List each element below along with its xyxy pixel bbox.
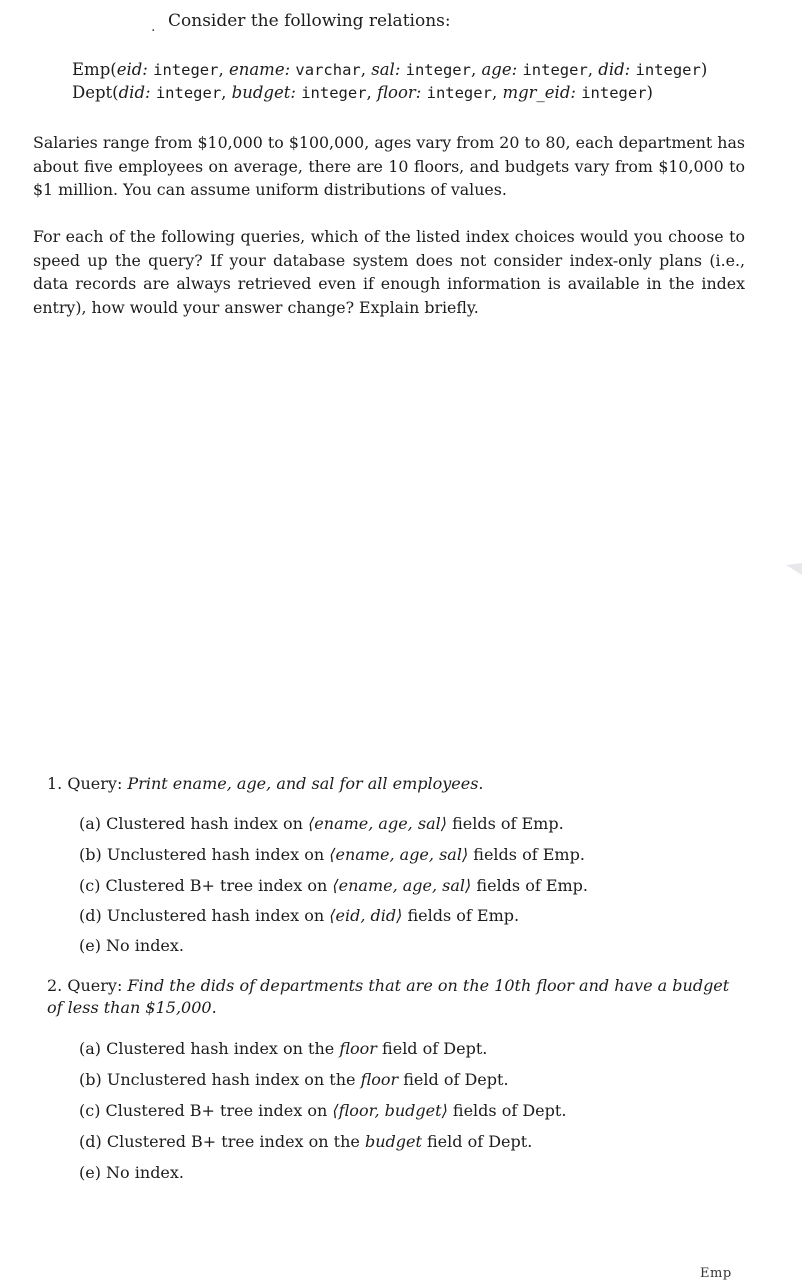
option-text: Clustered hash index on the	[106, 1039, 335, 1058]
emp-field-name: age:	[481, 60, 518, 79]
question-2-heading	[47, 975, 747, 1019]
question-1-option	[79, 845, 585, 864]
option-text: Clustered B+ tree index on	[105, 876, 328, 895]
emp-field-name: eid:	[116, 60, 148, 79]
option-text: Unclustered hash index on	[106, 906, 325, 925]
emp-close-paren: )	[700, 60, 708, 79]
option-text: field of Dept.	[382, 1039, 488, 1058]
option-text: fields of Emp.	[407, 906, 520, 925]
question-query-text: Find the dids of departments that are on the 10th floor and have a budget of less than $15,000.	[47, 976, 730, 1017]
question-2-option	[79, 1039, 487, 1058]
emp-relation-name: Emp(	[72, 60, 117, 79]
question-2-option	[79, 1101, 566, 1120]
dept-field-type: integer	[426, 84, 492, 102]
dept-field-name: mgr_eid:	[502, 83, 576, 102]
emp-field-name: did:	[598, 60, 631, 79]
salaries-paragraph: Salaries range from $10,000 to $100,000, ages vary from 20 to 80, each department has about five employees on average, there are 10 floors, and budgets vary from $10,000 to $1 million. You can assume uniform distributions of values.	[33, 133, 745, 199]
question-2-option	[79, 1070, 509, 1089]
dept-close-paren: )	[646, 83, 653, 102]
dept-field-name: budget:	[231, 83, 296, 102]
cutoff-corner-text: Emp	[700, 1266, 732, 1281]
question-1-option	[79, 906, 519, 925]
option-fields: ⟨ename, age, sal⟩	[308, 814, 447, 833]
question-1-heading	[47, 773, 747, 795]
page-edge-mark	[786, 563, 802, 575]
page-title: Consider the following relations:	[168, 11, 451, 31]
query-intro-paragraph: For each of the following queries, which of the listed index choices would you choose to speed up the query? If your database system does not consider index-only plans (i.e., data records are always retrieved even if enough information is available in the index entry), how would your answer change? Explain briefly.	[33, 227, 745, 317]
emp-field-name: sal:	[371, 60, 401, 79]
option-text: fields of Dept.	[452, 1101, 567, 1120]
option-text: Unclustered hash index on	[106, 845, 325, 864]
dept-field-type: integer	[155, 84, 222, 102]
emp-field-type: integer	[405, 61, 471, 79]
emp-field-type: integer	[153, 61, 219, 79]
question-1-option	[79, 876, 588, 895]
option-fields: ⟨floor, budget⟩	[332, 1101, 448, 1120]
question-number: 2.	[47, 976, 63, 995]
question-2-option	[79, 1132, 532, 1151]
option-text: Clustered B+ tree index on the	[106, 1132, 360, 1151]
option-text: field of Dept.	[427, 1132, 533, 1151]
question-label: Query:	[67, 774, 123, 793]
option-fields: budget	[364, 1132, 422, 1151]
option-letter: (e)	[79, 1163, 101, 1182]
option-fields: ⟨eid, did⟩	[329, 906, 403, 925]
dept-field-type: integer	[581, 84, 647, 102]
option-fields: floor	[360, 1070, 399, 1089]
option-text: fields of Emp.	[473, 845, 585, 864]
option-text: Unclustered hash index on the	[106, 1070, 356, 1089]
option-letter: (a)	[79, 814, 102, 833]
dept-relation-name: Dept(	[72, 83, 119, 102]
option-text: No index.	[106, 1163, 185, 1182]
header-dot: .	[151, 19, 156, 35]
option-text: fields of Emp.	[476, 876, 589, 895]
dept-schema: Dept(did: integer, budget: integer, floor: integer, mgr_eid: integer)	[72, 83, 653, 102]
option-fields: floor	[339, 1039, 377, 1058]
option-text: No index.	[106, 936, 185, 955]
emp-field-name: ename:	[228, 60, 291, 79]
dept-field-name: did:	[118, 83, 151, 102]
option-letter: (a)	[79, 1039, 102, 1058]
option-text: Clustered B+ tree index on	[105, 1101, 328, 1120]
option-text: Clustered hash index on	[106, 814, 303, 833]
option-fields: ⟨ename, age, sal⟩	[329, 845, 469, 864]
question-1-option	[79, 814, 564, 833]
dept-field-name: floor:	[377, 83, 422, 102]
emp-field-type: integer	[522, 61, 588, 79]
question-1-option	[79, 936, 184, 955]
option-text: field of Dept.	[403, 1070, 509, 1089]
option-letter: (c)	[79, 1101, 101, 1120]
emp-field-type: integer	[635, 61, 701, 79]
option-letter: (d)	[79, 906, 102, 925]
option-letter: (b)	[79, 1070, 102, 1089]
option-letter: (e)	[79, 936, 101, 955]
option-letter: (b)	[79, 845, 102, 864]
question-query-text: Print ename, age, and sal for all employees.	[127, 774, 484, 793]
emp-field-type: varchar	[295, 61, 361, 79]
option-letter: (c)	[79, 876, 101, 895]
question-2-option	[79, 1163, 184, 1182]
dept-field-type: integer	[301, 84, 367, 102]
option-fields: ⟨ename, age, sal⟩	[332, 876, 472, 895]
option-text: fields of Emp.	[452, 814, 564, 833]
question-number: 1.	[47, 774, 63, 793]
emp-schema: Emp(eid: integer, ename: varchar, sal: integer, age: integer, did: integer)	[72, 60, 708, 79]
option-letter: (d)	[79, 1132, 102, 1151]
question-label: Query:	[67, 976, 123, 995]
